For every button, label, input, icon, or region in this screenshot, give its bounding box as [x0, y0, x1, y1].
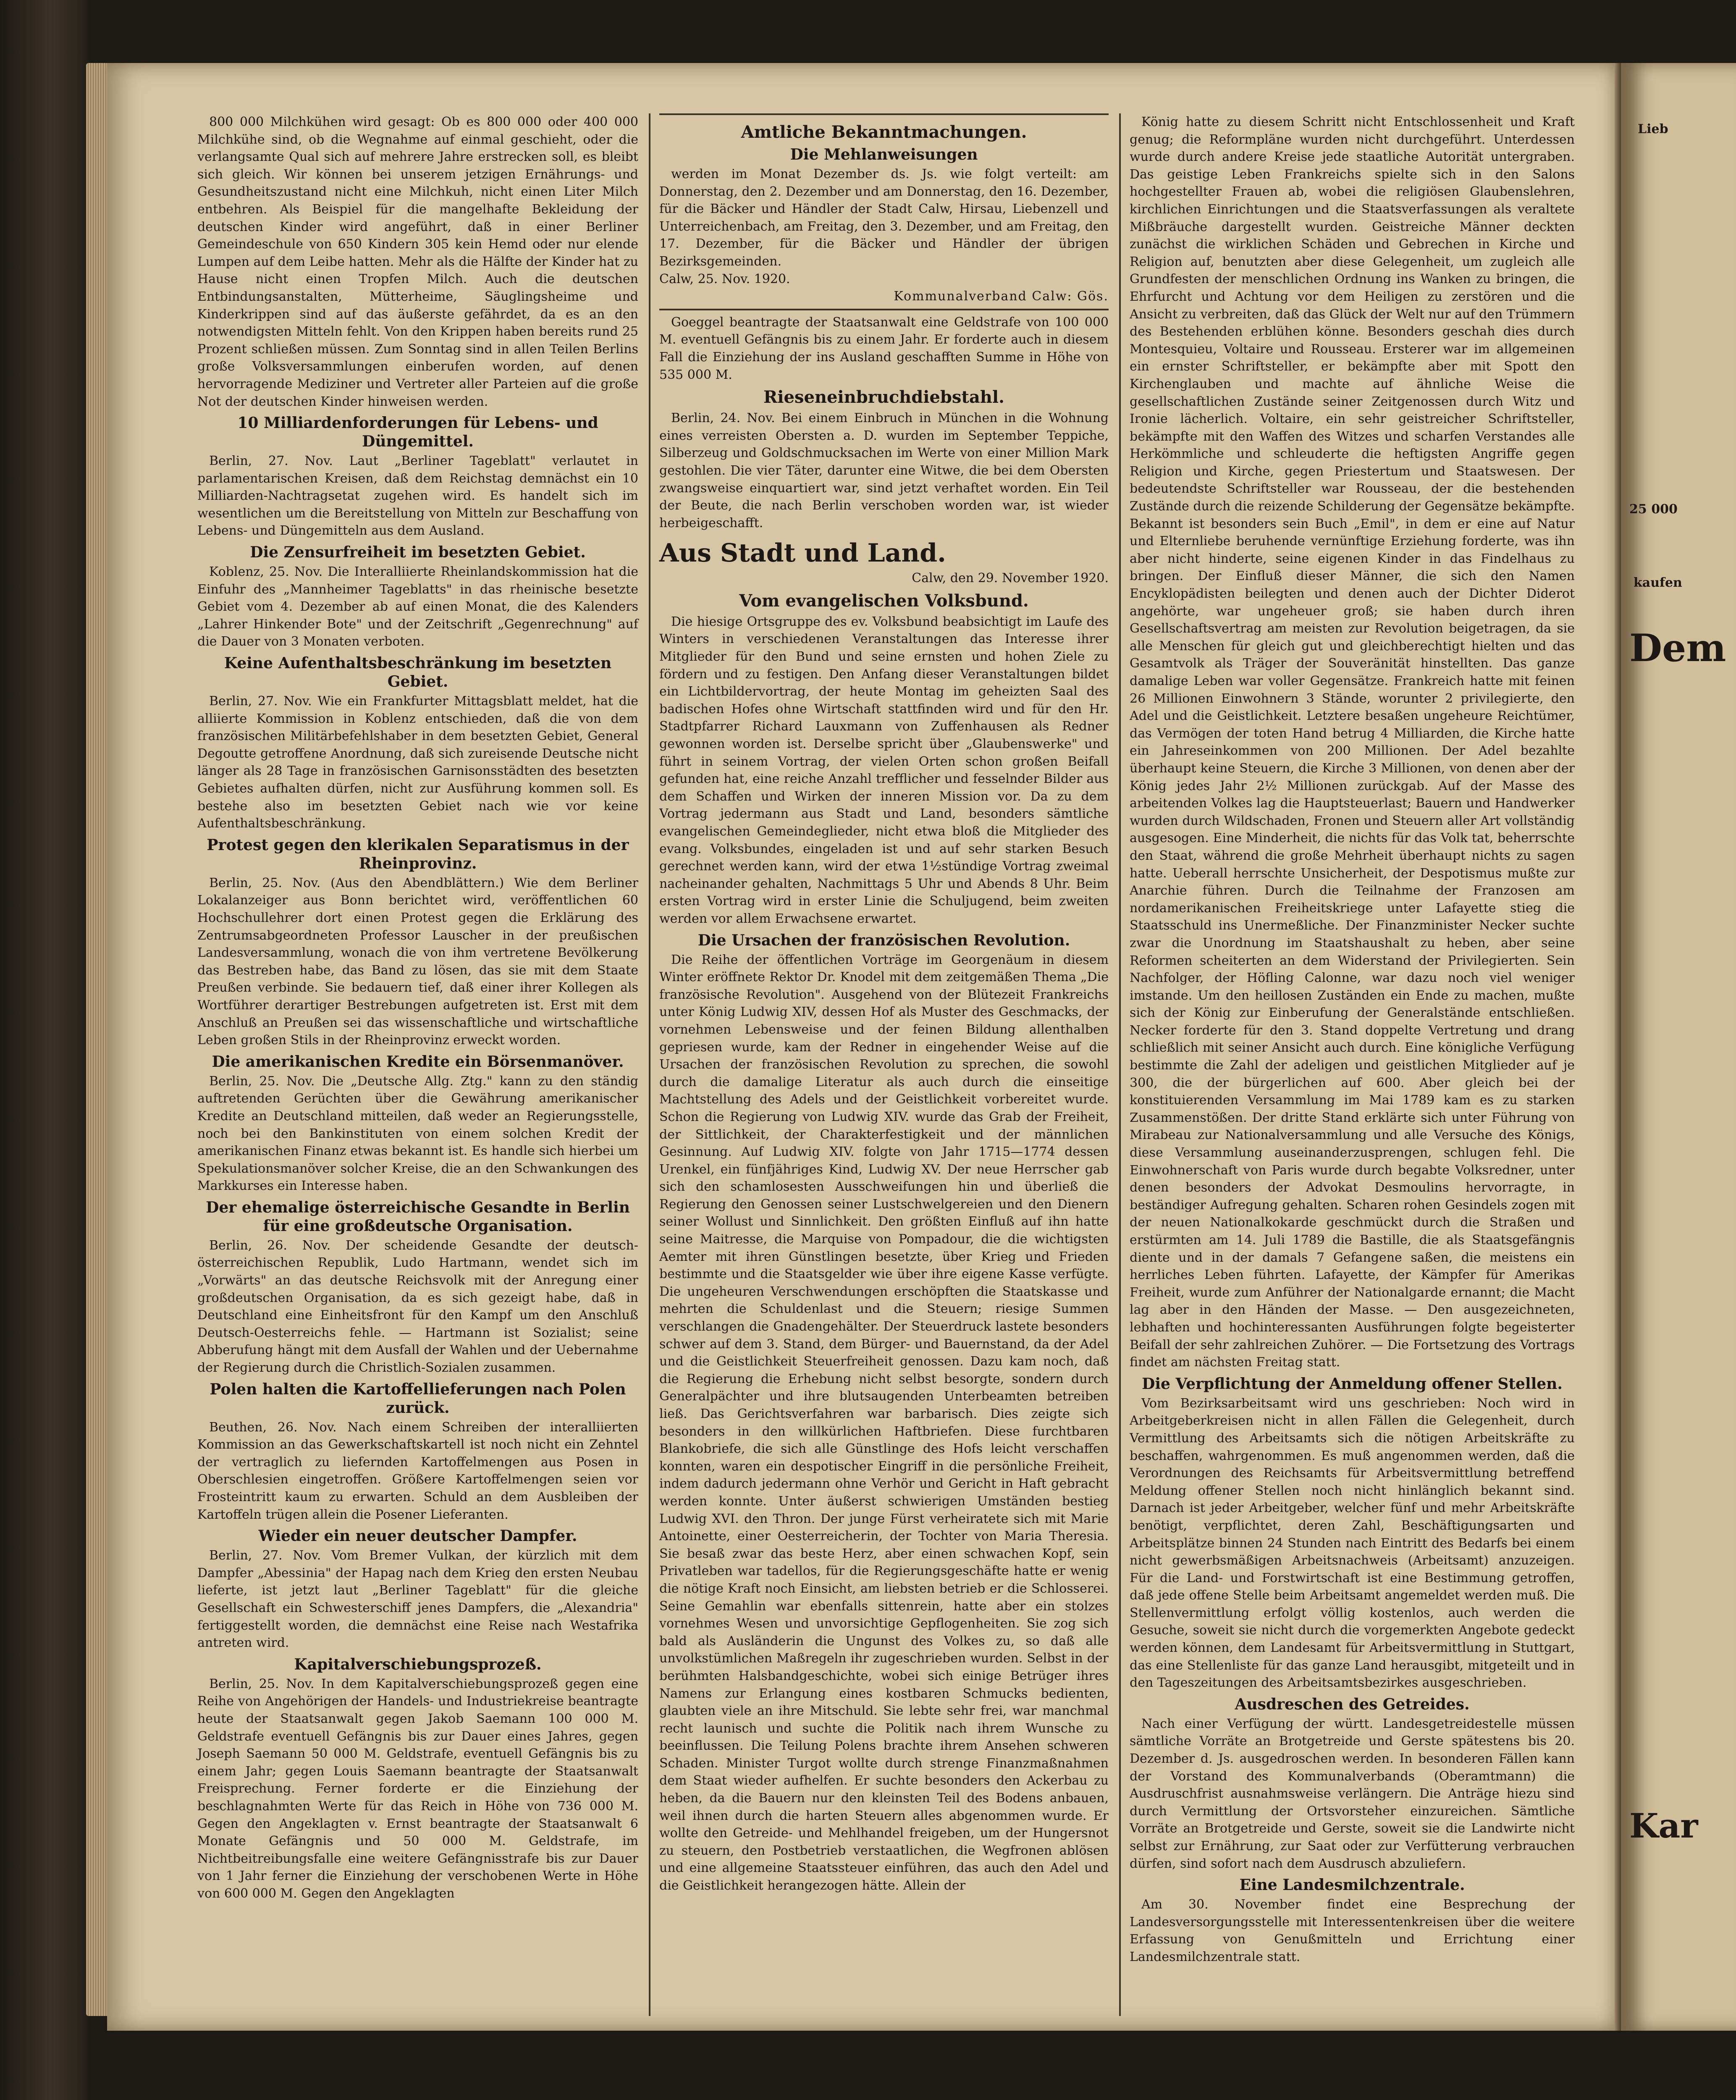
article-headline: Keine Aufenthaltsbeschränkung im besetzten Gebiet.: [224, 654, 612, 691]
article-text: Vom Bezirksarbeitsamt wird uns geschrieben: Noch wird in Arbeitgeberkreisen nicht in allen Fällen die Gelegenheit, durch Vermittlung des Arbeitsamts sich die nötigen Arbeitskräfte zu beschaffen, wahrgenommen. Es muß angenommen werden, daß die Verordnungen des Reichsamts für Arbeitsvermittlung betreffend Meldung offener Stellen noch nicht hinlänglich bekannt sind. Darnach ist jeder Arbeitgeber, welcher fünf und mehr Arbeitskräfte benötigt, verpflichtet, deren Zahl, Beschäftigungsarten und Arbeitsplätze binnen 24 Stunden nach Eintritt des Bedarfs bei einem nicht gewerbsmäßigen Arbeitsnachweis (Arbeitsamt) anzuzeigen. Für die Land- und Forstwirtschaft ist eine Bestimmung getroffen, daß jede offene Stelle beim Arbeitsamt angemeldet werden muß. Die Stellenvermittlung erfolgt völlig kostenlos, auch werden die Gesuche, soweit sie nicht durch die vorgemerkten Angebote gedeckt werden können, dem Landesamt für Arbeitsvermittlung in Stuttgart, das eine Stellenliste für das ganze Land herausgibt, mitgeteilt und in den Tageszeitungen des Arbeitsamtsbezirkes ausgeschrieben.: [1130, 1396, 1575, 1690]
column-rule: [649, 113, 650, 2016]
column-1: [197, 113, 638, 1902]
notice-subtitle: Die Mehlanweisungen: [790, 146, 978, 163]
notice-title: Amtliche Bekanntmachungen.: [741, 122, 1027, 142]
article-text: Am 30. November findet eine Besprechung der Landesversorgungsstelle mit Interessentenkreisen über die weitere Erfassung von Genußmitteln und Errichtung einer Landesmilchzentrale statt.: [1130, 1897, 1575, 1964]
column-rule: [1119, 113, 1121, 2016]
article-text: Berlin, 24. Nov. Bei einem Einbruch in München in die Wohnung eines verreisten Obersten a. D. wurden im September Teppiche, Silberzeug und Goldschmucksachen im Werte von einer Million Mark gestohlen. Die vier Täter, darunter eine Witwe, die bei dem Obersten zwangsweise einquartiert war, sind jetzt verhaftet worden. Ein Teil der Beute, die nach Berlin verschoben worden war, ist wieder herbeigeschafft.: [659, 411, 1109, 530]
article-headline: Die Verpflichtung der Anmeldung offener Stellen.: [1142, 1375, 1563, 1393]
article-text: Berlin, 25. Nov. In dem Kapitalverschiebungsprozeß gegen eine Reihe von Angehörigen der Handels- und Industriekreise beantragte heute der Staatsanwalt gegen Jakob Saemann 100 000 M. Geldstrafe eventuell Gefängnis bis zur Dauer eines Jahres, gegen Joseph Saemann 50 000 M. Geldstrafe, eventuell Gefängnis bis zu einem Jahr; gegen Louis Saemann beantragte der Staatsanwalt Freisprechung. Ferner forderte er die Einziehung der beschlagnahmten Werte für das Reich in Höhe von 736 000 M. Gegen den Angeklagten v. Ernst beantragte der Staatsanwalt 6 Monate Gefängnis und 50 000 M. Geldstrafe, im Nichtbeitreibungsfalle eine weitere Gefängnisstrafe bis zur Dauer von 1 Jahr ferner die Einziehung der verschobenen Werte in Höhe von 600 000 M. Gegen den Angeklagten: [197, 1676, 638, 1901]
article-headline: Die amerikanischen Kredite ein Börsenmanöver.: [212, 1053, 624, 1071]
article-headline: Kapitalverschiebungsprozeß.: [294, 1655, 542, 1673]
article-text: Berlin, 27. Nov. Laut „Berliner Tageblatt" verlautet in parlamentarischen Kreisen, daß dem Reichstag demnächst ein 10 Milliarden-Nachtragsetat zugehen wird. Es handelt sich im wesentlichen um die Bereitstellung von Mitteln zur Beschaffung von Lebens- und Düngemitteln aus dem Ausland.: [197, 454, 638, 538]
article-text: Berlin, 25. Nov. Die „Deutsche Allg. Ztg." kann zu den ständig auftretenden Gerüchten über die Gewährung amerikanischer Kredite an Deutschland mitteilen, daß weder an Regierungsstelle, noch bei den Bankinstituten von einem solchen Kredit der amerikanischen Finanz etwas bekannt ist. Es handle sich hierbei um Spekulationsmanöver solcher Kreise, die an den Schwankungen des Markkurses ein Interesse haben.: [197, 1074, 638, 1194]
dateline: Calw, den 29. November 1920.: [912, 571, 1109, 586]
article-text: Berlin, 27. Nov. Wie ein Frankfurter Mittagsblatt meldet, hat die alliierte Kommission in Koblenz entschieden, daß die von dem französischen Militärbefehlshaber in dem besetzten Gebiet, General Degoutte getroffene Anordnung, daß sich zureisende Deutsche nicht länger als 28 Tage in französischen Garnisonsstädten des besetzten Gebietes aufhalten dürfen, nicht zur Ausführung kommen soll. Es bestehe also im besetzten Gebiet nach wie vor keine Aufenthaltsbeschränkung.: [197, 694, 638, 831]
notice-signature: Kommunalverband Calw: Gös.: [894, 289, 1109, 304]
article-text: Berlin, 27. Nov. Vom Bremer Vulkan, der kürzlich mit dem Dampfer „Abessinia" der Hapag nach dem Krieg den ersten Neubau lieferte, ist jetzt laut „Berliner Tageblatt" für die gleiche Gesellschaft ein Schwesterschiff jenes Dampfers, die „Alexandria" fertiggestellt worden, die demnächst eine Reise nach Westafrika antreten wird.: [197, 1548, 638, 1651]
article-text: Beuthen, 26. Nov. Nach einem Schreiben der interalliierten Kommission an das Gewerkschaftskartell ist noch nicht ein Zehntel der vertraglich zu liefernden Kartoffelmengen aus Posen in Oberschlesien eingetroffen. Größere Kartoffelmengen seien vor Frosteintritt kaum zu erwarten. Schuld an dem Ausbleiben der Kartoffeln trügen allein die Posener Lieferanten.: [197, 1420, 638, 1522]
article-text: Die Reihe der öffentlichen Vorträge im Georgenäum in diesem Winter eröffnete Rektor Dr. Knodel mit dem zeitgemäßen Thema „Die französische Revolution". Ausgehend von der Blütezeit Frankreichs unter König Ludwig XIV, dessen Hof als Muster des Geschmacks, der vornehmen Lebensweise und der feinen Bildung allenthalben gepriesen wurde, kam der Redner in eingehender Weise auf die Ursachen der französischen Revolution zu sprechen, die sowohl durch die damalige Literatur als auch durch die einseitige Machtstellung des Adels und der Geistlichkeit vorbereitet wurde. Schon die Regierung von Ludwig XIV. wurde das Grab der Freiheit, der Sittlichkeit, der Charakterfestigkeit und der männlichen Gesinnung. Auf Ludwig XIV. folgte von Jahr 1715—1774 dessen Urenkel, ein fünfjähriges Kind, Ludwig XV. Der neue Herrscher gab sich den schamlosesten Ausschweifungen hin und überließ die Regierung den Genossen seiner Lustschwelgereien und den Dienern seiner Wollust und Sinnlichkeit. Den größten Einfluß auf ihn hatte seine Maitresse, die Marquise von Pompadour, die die wichtigsten Aemter mit ihren Günstlingen besetzte, über Krieg und Frieden bestimmte und die Staatsgelder wie über ihre eigene Kasse verfügte. Die ungeheuren Verschwendungen erschöpften die Staatskasse und mehrten die Schuldenlast und die Steuern; riesige Summen verschlangen die Gnadengehälter. Der Steuerdruck lastete besonders schwer auf dem 3. Stand, dem Bürger- und Bauernstand, da der Adel und die Geistlichkeit Steuerfreiheit genossen. Dazu kam noch, daß die Regierung die Erhebung nicht selbst besorgte, sondern durch Generalpächter und ihre blutsaugenden Unterbeamten betreiben ließ. Das Gerichtsverfahren war barbarisch. Dies zeigte sich besonders in den willkürlichen Haftbriefen. Diese furchtbaren Blankobriefe, die sich alle Günstlinge des Hofs leicht verschaffen konnten, waren ein despotischer Eingriff in die persönliche Freiheit, indem dadurch jedermann ohne Verhör und Gericht in Haft gebracht werden konnte. Unter äußerst schwierigen Umständen bestieg Ludwig XVI. den Thron. Der junge Fürst verheiratete sich mit Marie Antoinette, einer Oesterreicherin, der Tochter von Maria Theresia. Sie besaß zwar das beste Herz, aber einen schwachen Kopf, sein Privatleben war tadellos, für die Regierungsgeschäfte hatte er wenig die nötige Kraft noch Einsicht, am liebsten betrieb er die Schlosserei. Seine Gemahlin war ebenfalls sittenrein, hatte aber ein stolzes vornehmes Wesen und unvorsichtige Gepflogenheiten. Sie zog sich bald als Ausländerin die Ungunst des Volkes zu, so daß alle unvolkstümlichen Maßregeln ihr zugeschrieben wurden. Selbst in der berühmten Halsbandgeschichte, wobei sich einige Betrüger ihres Namens zur Erlangung eines kostbaren Schmucks bedienten, glaubten viele an ihre Mitschuld. Sie lebte sehr frei, war manchmal recht launisch und suchte die Politik nach ihrem Wunsche zu beeinflussen. Die Teilung Polens brachte ihrem Ansehen schweren Schaden. Minister Turgot wollte durch strenge Finanzmaßnahmen dem Staat wieder aufhelfen. Er suchte besonders den Ackerbau zu heben, da die Bauern nur den kleinsten Teil des Bodens anbauen, weil ihnen durch die harten Steuern alles abgenommen wurde. Er wollte den Getreide- und Mehlhandel freigeben, um der Hungersnot zu steuern, den Postbetrieb verstaatlichen, die Wegfronen ablösen und eine allgemeine Staatssteuer einführen, das auch den Adel und die Geistlichkeit herangezogen hätte. Allein der: [659, 952, 1109, 1893]
article-headline: Vom evangelischen Volksbund.: [739, 591, 1029, 611]
article-text: Goeggel beantragte der Staatsanwalt eine Geldstrafe von 100 000 M. eventuell Gefängnis bis zu einem Jahr. Er forderte auch in diesem Fall die Einziehung der ins Ausland geschafften Summe in Höhe von 535 000 M.: [659, 315, 1109, 382]
article-headline: Wieder ein neuer deutscher Dampfer.: [258, 1527, 577, 1545]
edge-fragment: Kar: [1629, 1806, 1698, 1845]
article-text: Nach einer Verfügung der württ. Landesgetreidestelle müssen sämtliche Vorräte an Brotgetreide und Gerste spätestens bis 20. Dezember d. Js. ausgedroschen werden. In besonderen Fällen kann der Vorstand des Kommunalverbands (Oberamtmann) die Ausdruschfrist ausnahmsweise verlängern. Die Anträge hiezu sind durch Vermittlung der Ortsvorsteher einzureichen. Sämtliche Vorräte an Brotgetreide und Gerste, soweit sie die Landwirte nicht selbst zur Ernährung, zur Saat oder zur Verfütterung verbrauchen dürfen, sind sofort nach dem Ausdrusch abzuliefern.: [1130, 1716, 1575, 1871]
article-text: Koblenz, 25. Nov. Die Interalliierte Rheinlandskommission hat die Einfuhr des „Mannheimer Tageblatts" in das rheinische besetzte Gebiet vom 4. Dezember ab auf einen Monat, die des Kalenders „Lahrer Hinkender Bote" und der Zeitschrift „Gegenrechnung" auf die Dauer von 3 Monaten verboten.: [197, 564, 638, 649]
edge-fragment: Dem: [1629, 626, 1726, 670]
official-notice-box: [659, 113, 1109, 310]
article-headline: Rieseneinbruchdiebstahl.: [763, 387, 1004, 407]
column-2: [659, 113, 1109, 1895]
article-headline: Die Zensurfreiheit im besetzten Gebiet.: [250, 543, 586, 562]
article-headline: Eine Landesmilchzentrale.: [1239, 1876, 1465, 1894]
next-page-edge: [1621, 63, 1736, 2031]
article-text: Berlin, 25. Nov. (Aus den Abendblättern.) Wie dem Berliner Lokalanzeiger aus Bonn berichtet wird, veröffentlichen 60 Hochschullehrer dort einen Protest gegen die Erklärung des Zentrumsabgeordneten Professor Lauscher in der preußischen Landesversammlung, wonach die von ihm vertretene Bevölkerung das Bestreben habe, das Band zu lösen, das sie mit dem Staate Preußen verbinde. Sie bedauern tief, daß einer ihrer Kollegen als Wortführer derartiger Bestrebungen aufgetreten ist. Erst mit dem Anschluß an Preußen sei das wissenschaftliche und wirtschaftliche Leben großen Stils in der Rheinprovinz erweckt worden.: [197, 875, 638, 1048]
article-headline: 10 Milliardenforderungen für Lebens- und Düngemittel.: [237, 414, 598, 451]
article-text: Berlin, 26. Nov. Der scheidende Gesandte der deutsch-österreichischen Republik, Ludo Hartmann, wendet sich im „Vorwärts" an das deutsche Reichsvolk mit der Anregung einer großdeutschen Organisation, da es sich gezeigt habe, daß in Deutschland eine Einheitsfront für den Kampf um den Anschluß Deutsch-Oesterreichs fehle. — Hartmann ist Sozialist; seine Abberufung hängt mit dem Ausfall der Wahlen und der Uebernahme der Regierung durch die Christlich-Sozialen zusammen.: [197, 1238, 638, 1376]
edge-fragment: kaufen: [1634, 575, 1682, 590]
edge-fragment: Lieb: [1638, 122, 1668, 136]
article-headline: Protest gegen den klerikalen Separatismus in der Rheinprovinz.: [207, 836, 629, 872]
article-text: Die hiesige Ortsgruppe des ev. Volksbund beabsichtigt im Laufe des Winters in verschiedenen Veranstaltungen das Interesse ihrer Mitglieder für den Bund und seine ernsten und hohen Ziele zu fördern und zu festigen. Den Anfang dieser Veranstaltungen bildet ein Lichtbildervortrag, der heute Montag im geheizten Saal des badischen Hofes ohne Wirtschaft stattfinden wird und für den Hr. Stadtpfarrer Richard Lauxmann von Zuffenhausen als Redner gewonnen worden ist. Derselbe spricht über „Glaubenswerke" und führt in seinem Vortrag, der vielen Orten schon großen Beifall gefunden hat, eine reiche Anzahl trefflicher und fesselnder Bilder aus dem Schaffen und Wirken der inneren Mission vor. Da zu dem Vortrag jedermann aus Stadt und Land, besonders sämtliche evangelischen Gemeindeglieder, nicht etwa bloß die Mitglieder des evang. Volksbundes, eingeladen ist und auf sehr starken Besuch gerechnet werden kann, wird der etwa 1½stündige Vortrag zweimal nacheinander gehalten, Nachmittags 5 Uhr und Abends 8 Uhr. Beim ersten Vortrag wird in erster Linie die Schuljugend, beim zweiten werden vor allem Erwachsene erwartet.: [659, 614, 1109, 926]
column-3: [1130, 113, 1575, 1966]
edge-fragment: 25 000: [1629, 502, 1678, 517]
notice-text: werden im Monat Dezember ds. Js. wie folgt verteilt: am Donnerstag, den 2. Dezember und am Donnerstag, den 16. Dezember, für die Bäcker und Händler der Stadt Calw, Hirsau, Liebenzell und Unterreichenbach, am Freitag, den 3. Dezember, und am Freitag, den 17. Dezember, für die Bäcker und Händler der übrigen Bezirksgemeinden.: [659, 167, 1109, 269]
article-headline: Polen halten die Kartoffellieferungen nach Polen zurück.: [210, 1380, 626, 1417]
section-headline: Aus Stadt und Land.: [659, 538, 946, 568]
article-headline: Ausdreschen des Getreides.: [1235, 1695, 1470, 1713]
article-text: 800 000 Milchkühen wird gesagt: Ob es 800 000 oder 400 000 Milchkühe sind, ob die Wegnahme auf einmal geschieht, oder die verlangsamte Qual sich auf mehrere Jahre erstrecken soll, es bleibt sich gleich. Wir können bei unserem jetzigen Ernährungs- und Gesundheitszustand nicht eine Milchkuh, nicht einen Liter Milch entbehren. Als Beispiel für die mangelhafte Bekleidung der deutschen Kinder wird angeführt, daß in einer Berliner Gemeindeschule von 650 Kindern 305 kein Hemd oder nur elende Lumpen auf dem Leibe hatten. Mehr als die Hälfte der Kinder hat zu Hause nicht einen Tropfen Milch. Auch die deutschen Entbindungsanstalten, Mütterheime, Säuglingsheime und Kinderkrippen sind auf das äußerste gefährdet, da es an den notwendigsten Mitteln fehlt. Von den Krippen haben bereits rund 25 Prozent schließen müssen. Zum Sonntag sind in allen Teilen Berlins große Volksversammlungen einberufen worden, auf denen hervorragende Mediziner und Vertreter aller Parteien auf die große Not der deutschen Kinder hinweisen werden.: [197, 115, 638, 409]
article-text: König hatte zu diesem Schritt nicht Entschlossenheit und Kraft genug; die Reformpläne wurden nicht durchgeführt. Unterdessen wurde durch andere Kreise jede staatliche Autorität untergraben. Das geistige Leben Frankreichs spielte sich in den Salons hochgestellter Frauen ab, wobei die religiösen Glaubenslehren, kirchlichen Einrichtungen und die Staatsverfassungen als veraltete Mißbräuche dargestellt wurden. Geistreiche Männer deckten zunächst die wirklichen Schäden und Gebrechen in Kirche und Religion auf, benutzten aber diese Gelegenheit, um zugleich alle Grundfesten der menschlichen Ordnung ins Wanken zu bringen, die Ehrfurcht und Achtung vor dem Heiligen zu zerstören und die Ansicht zu verbreiten, daß das Glück der Welt nur auf den Trümmern des Bestehenden erblühen könne. Besonders geschah dies durch Montesquieu, Voltaire und Rousseau. Ersterer war im allgemeinen ein ernster Schriftsteller, er bekämpfte aber mit Spott den Kirchenglauben und machte auf ähnliche Weise die gesellschaftlichen Zustände seiner Zeitgenossen durch Witz und Ironie lächerlich. Voltaire, ein sehr geistreicher Schriftsteller, bekämpfte mit den Waffen des Witzes und scharfen Verstandes alle Herkömmliche und schleuderte die heftigsten Angriffe gegen Religion und Kirche, gegen Priestertum und Staatswesen. Der bedeutendste Schriftsteller war Rousseau, der die bestehenden Zustände durch die reizende Schilderung der Gegensätze bekämpfte. Bekannt ist besonders sein Buch „Emil", in dem er eine auf Natur und Elternliebe beruhende vernünftige Erziehung forderte, was ihn aber nicht hinderte, seine eigenen Kinder in das Findelhaus zu bringen. Der Einfluß dieser Männer, die sich den Namen Encyklopädisten beilegten und denen auch der Dichter Diderot angehörte, war ungeheuer groß; sie haben durch ihren Gesellschaftsvertrag am meisten zur Revolution beigetragen, da sie alle Menschen für gleich gut und gleichberechtigt hielten und das Gesamtvolk als Träger der Souveränität hinstellten. Das ganze damalige Leben war voller Gegensätze. Frankreich hatte mit feinen 26 Millionen Einwohnern 3 Stände, worunter 2 privilegierte, den Adel und die Geistlichkeit. Letztere besaßen ungeheure Reichtümer, das Vermögen der toten Hand betrug 4 Milliarden, die Kirche hatte ein Jahreseinkommen von 200 Millionen. Der Adel bezahlte überhaupt keine Steuern, die Kirche 3 Millionen, von denen aber der König jedes Jahr 2½ Millionen zurückgab. Auf der Masse des arbeitenden Volkes lag die Hauptsteuerlast; Bauern und Handwerker wurden durch Wildschaden, Fronen und Steuern aller Art vollständig ausgesogen. Eine Minderheit, die nichts für das Volk tat, beherrschte den Staat, während die große Mehrheit überhaupt nichts zu sagen hatte. Ueberall herrschte Unsicherheit, der Despotismus mußte zur Anarchie führen. Durch die Teilnahme der Franzosen am nordamerikanischen Freiheitskriege unter Lafayette stieg die Staatsschuld ins Unermeßliche. Der Finanzminister Necker suchte zwar die Unordnung im Staatshaushalt zu heben, aber seine Reformen scheiterten an dem Widerstand der Privilegierten. Sein Nachfolger, der Höfling Calonne, war dazu noch viel weniger imstande. Um den heillosen Zuständen ein Ende zu machen, mußte sich der König zur Einberufung der Generalstände entschließen. Necker forderte für den 3. Stand doppelte Vertretung und drang schließlich mit seiner Ansicht auch durch. Eine königliche Verfügung bestimmte die Zahl der adeligen und geistlichen Mitglieder auf je 300, die der bürgerlichen auf 600. Aber gleich bei der konstituierenden Versammlung im Mai 1789 kam es zu starken Zusammenstößen. Der dritte Stand erklärte sich unter Führung von Mirabeau zur Nationalversammlung und alle Versuche des Königs, diese Versammlung auseinanderzusprengen, schlugen fehl. Die Einwohnerschaft von Paris wurde durch begabte Volksredner, unter denen besonders der Advokat Desmoulins hervorragte, in beständiger Aufregung gehalten. Scharen rohen Gesindels zogen mit der neuen Nationalkokarde geschmückt durch die Straßen und erstürmten am 14. Juli 1789 die Bastille, die als Staatsgefängnis diente und in der damals 7 Gefangene saßen, die meistens ein herrliches Leben führten. Lafayette, der Kämpfer für Amerikas Freiheit, wurde zum Anführer der Nationalgarde ernannt; die Macht lag aber in den Händen der Masse. — Den ausgezeichneten, lebhaften und hochinteressanten Ausführungen folgte begeisterter Beifall der sehr zahlreichen Zuhörer. — Die Fortsetzung des Vortrags findet am nächsten Freitag statt.: [1130, 115, 1575, 1370]
article-headline: Die Ursachen der französischen Revolution.: [698, 931, 1070, 949]
notice-date: Calw, 25. Nov. 1920.: [659, 271, 790, 286]
article-headline: Der ehemalige österreichische Gesandte in Berlin für eine großdeutsche Organisation.: [206, 1198, 630, 1235]
page-stack-edge: [86, 63, 109, 2016]
